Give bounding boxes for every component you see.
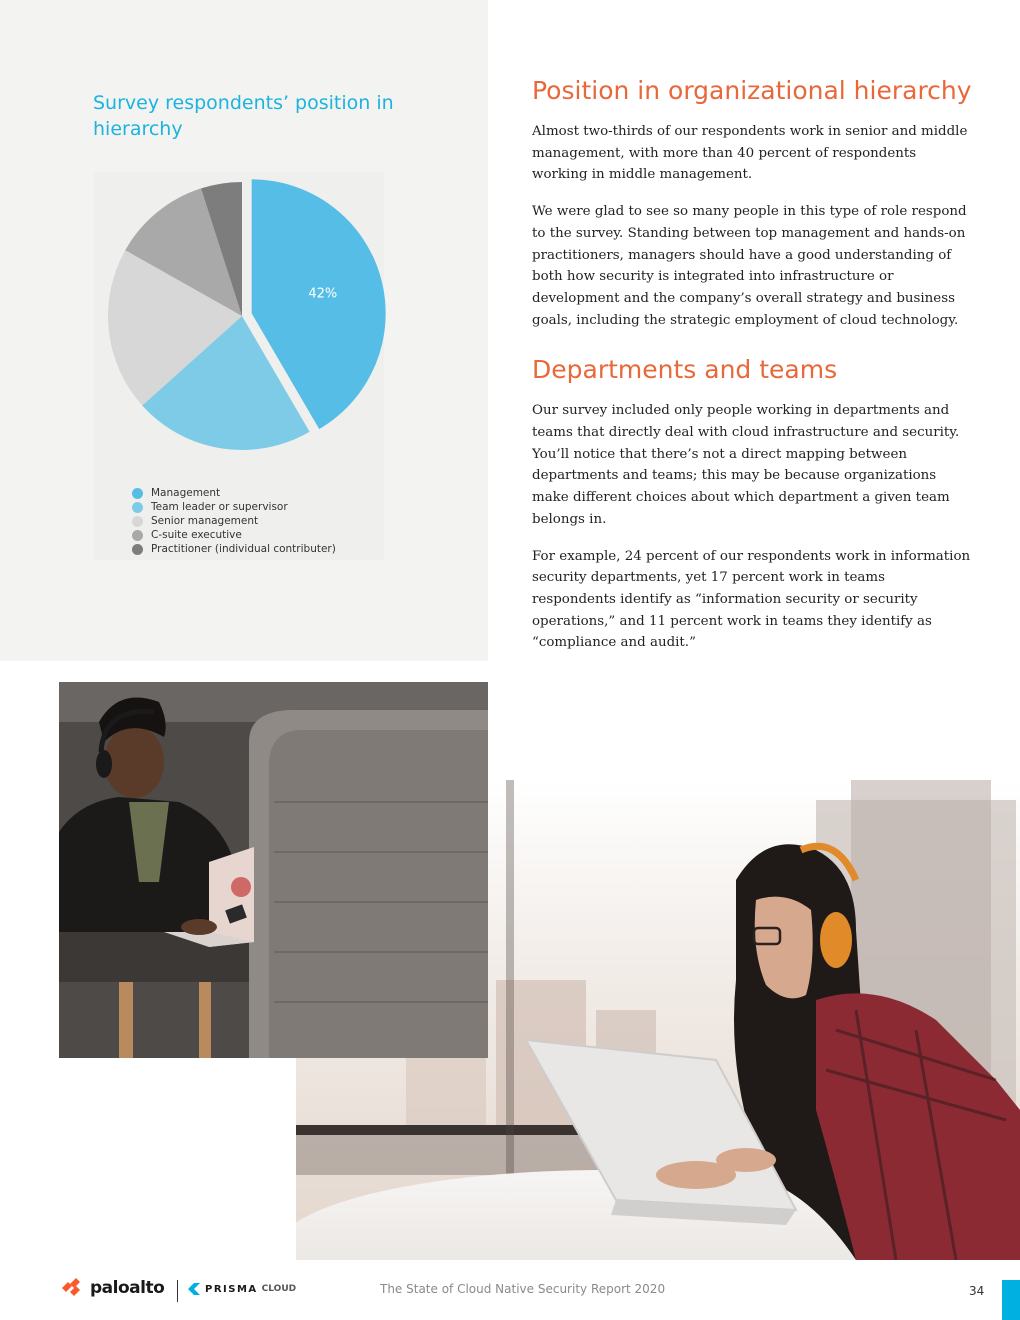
paloalto-wordmark: paloalto	[90, 1278, 165, 1298]
prisma-cloud-logo	[187, 1282, 296, 1296]
prisma-mark-icon	[187, 1282, 201, 1296]
heading-departments-teams: Departments and teams	[532, 355, 838, 385]
page-tab-marker	[1002, 1280, 1020, 1320]
paragraph-1: Almost two-thirds of our respondents work in senior and middle management, with more than 40 percent of respondents working in middle management.	[532, 124, 968, 183]
paragraph-3: Our survey included only people working in departments and teams that directly deal with cloud infrastructure and security. You’ll notice that there’s not a direct mapping between departments and teams; this may be because organizations make different choices about which department a given team belongs in.	[532, 403, 960, 527]
cloud-wordmark: CLOUD	[261, 1284, 297, 1294]
pie-data-label: 42%	[308, 286, 338, 302]
paragraph-2: We were glad to see so many people in this type of role respond to the survey. Standing between top management and hands-on practitioners, managers should have a good understanding of both how security is integrated into infrastructure or development and the company’s overall strategy and business goals, including the strategic employment of cloud technology.	[532, 204, 967, 328]
legend-label: Management	[151, 487, 221, 499]
chart-title: Survey respondents’ position in hierarchy	[93, 92, 394, 140]
heading-position-hierarchy: Position in organizational hierarchy	[532, 76, 972, 105]
legend-item	[132, 542, 336, 556]
legend-swatch	[132, 530, 143, 541]
paragraph-4: For example, 24 percent of our respondents work in information security departments, yet 17 percent work in teams respondents identify as “information security or security operations,” and 11 percent work in teams they identify as “compliance and audit.”	[532, 548, 971, 651]
prisma-wordmark: PRISMA	[205, 1283, 258, 1295]
legend-item	[132, 486, 336, 500]
legend-swatch	[132, 544, 143, 555]
legend-item	[132, 500, 336, 514]
report-title: The State of Cloud Native Security Report 2020	[380, 1282, 666, 1296]
photo-man-laptop	[59, 682, 488, 1058]
page-footer	[0, 1270, 1020, 1320]
legend-item	[132, 514, 336, 528]
chart-legend	[132, 486, 336, 556]
legend-label: Practitioner (individual contributer)	[151, 543, 336, 555]
legend-label: C-suite executive	[151, 529, 242, 541]
legend-item	[132, 528, 336, 542]
article-column	[532, 72, 972, 654]
legend-label: Team leader or supervisor	[151, 501, 288, 513]
page-number: 34	[969, 1284, 985, 1298]
legend-swatch	[132, 516, 143, 527]
legend-swatch	[132, 502, 143, 513]
logo-separator	[177, 1280, 178, 1302]
legend-swatch	[132, 488, 143, 499]
pie-chart	[0, 0, 488, 661]
legend-label: Senior management	[151, 515, 259, 527]
paloalto-logo	[60, 1278, 164, 1298]
paloalto-mark-icon	[60, 1278, 86, 1298]
